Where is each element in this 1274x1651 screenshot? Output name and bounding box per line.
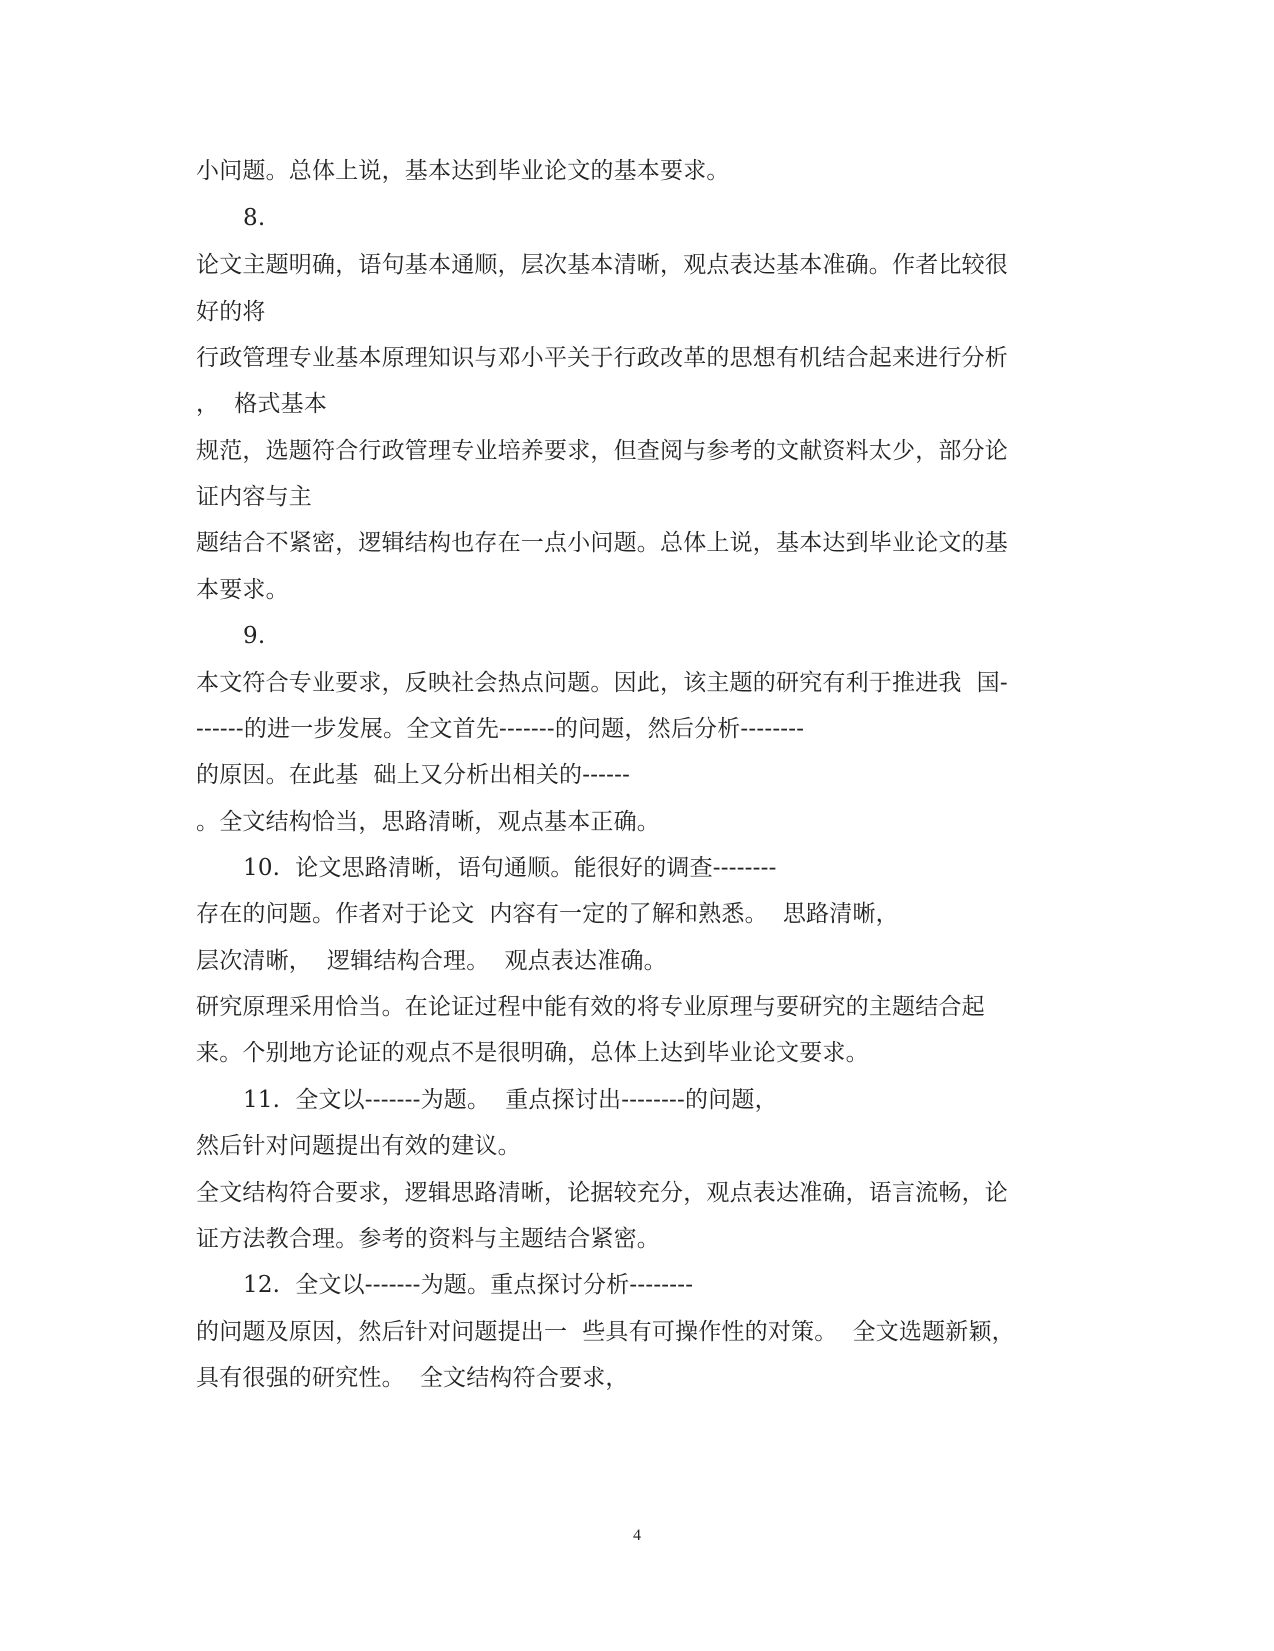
text-line: 来。个别地方论证的观点不是很明确，总体上达到毕业论文要求。: [196, 1040, 869, 1066]
text-line: 具有很强的研究性。 全文结构符合要求，: [196, 1365, 629, 1391]
text-line: 的问题及原因，然后针对问题提出一 些具有可操作性的对策。 全文选题新颖，: [196, 1319, 1015, 1345]
text-line: 行政管理专业基本原理知识与邓小平关于行政改革的思想有机结合起来进行分析: [196, 345, 1008, 371]
text-line: ， 格式基本: [196, 391, 328, 417]
text-line: 然后针对问题提出有效的建议。: [196, 1133, 521, 1159]
text-line: 本要求。: [196, 577, 289, 603]
text-line: 12. 全文以-------为题。重点探讨分析--------: [243, 1272, 694, 1298]
text-line: 10. 论文思路清晰，语句通顺。能很好的调查--------: [243, 855, 777, 881]
item-number-9: 9.: [243, 623, 266, 649]
text-line: 小问题。总体上说，基本达到毕业论文的基本要求。: [196, 158, 730, 184]
text-line: 11. 全文以-------为题。 重点探讨出--------的问题，: [243, 1087, 778, 1113]
text-line: 证方法教合理。参考的资料与主题结合紧密。: [196, 1226, 660, 1252]
text-line: ------的进一步发展。全文首先-------的问题，然后分析--------: [196, 716, 805, 742]
text-line: 规范，选题符合行政管理专业培养要求，但查阅与参考的文献资料太少，部分论: [196, 438, 1008, 464]
text-line: 全文结构符合要求，逻辑思路清晰，论据较充分，观点表达准确，语言流畅，论: [196, 1180, 1008, 1206]
text-line: 的原因。在此基 础上又分析出相关的------: [196, 762, 631, 788]
text-line: 。全文结构恰当，思路清晰，观点基本正确。: [196, 809, 660, 835]
text-line: 层次清晰， 逻辑结构合理。 观点表达准确。: [196, 948, 667, 974]
text-line: 存在的问题。作者对于论文 内容有一定的了解和熟悉。 思路清晰，: [196, 901, 899, 927]
text-line: 论文主题明确，语句基本通顺，层次基本清晰，观点表达基本准确。作者比较很: [196, 252, 1008, 278]
text-line: 好的将: [196, 299, 266, 325]
text-line: 题结合不紧密，逻辑结构也存在一点小问题。总体上说，基本达到毕业论文的基: [196, 530, 1008, 556]
item-number-8: 8.: [243, 205, 266, 231]
text-line: 研究原理采用恰当。在论证过程中能有效的将专业原理与要研究的主题结合起: [196, 994, 985, 1020]
page-number: 4: [633, 1527, 641, 1544]
text-line: 证内容与主: [196, 484, 312, 510]
text-line: 本文符合专业要求，反映社会热点问题。因此，该主题的研究有利于推进我 国-: [196, 670, 1008, 696]
